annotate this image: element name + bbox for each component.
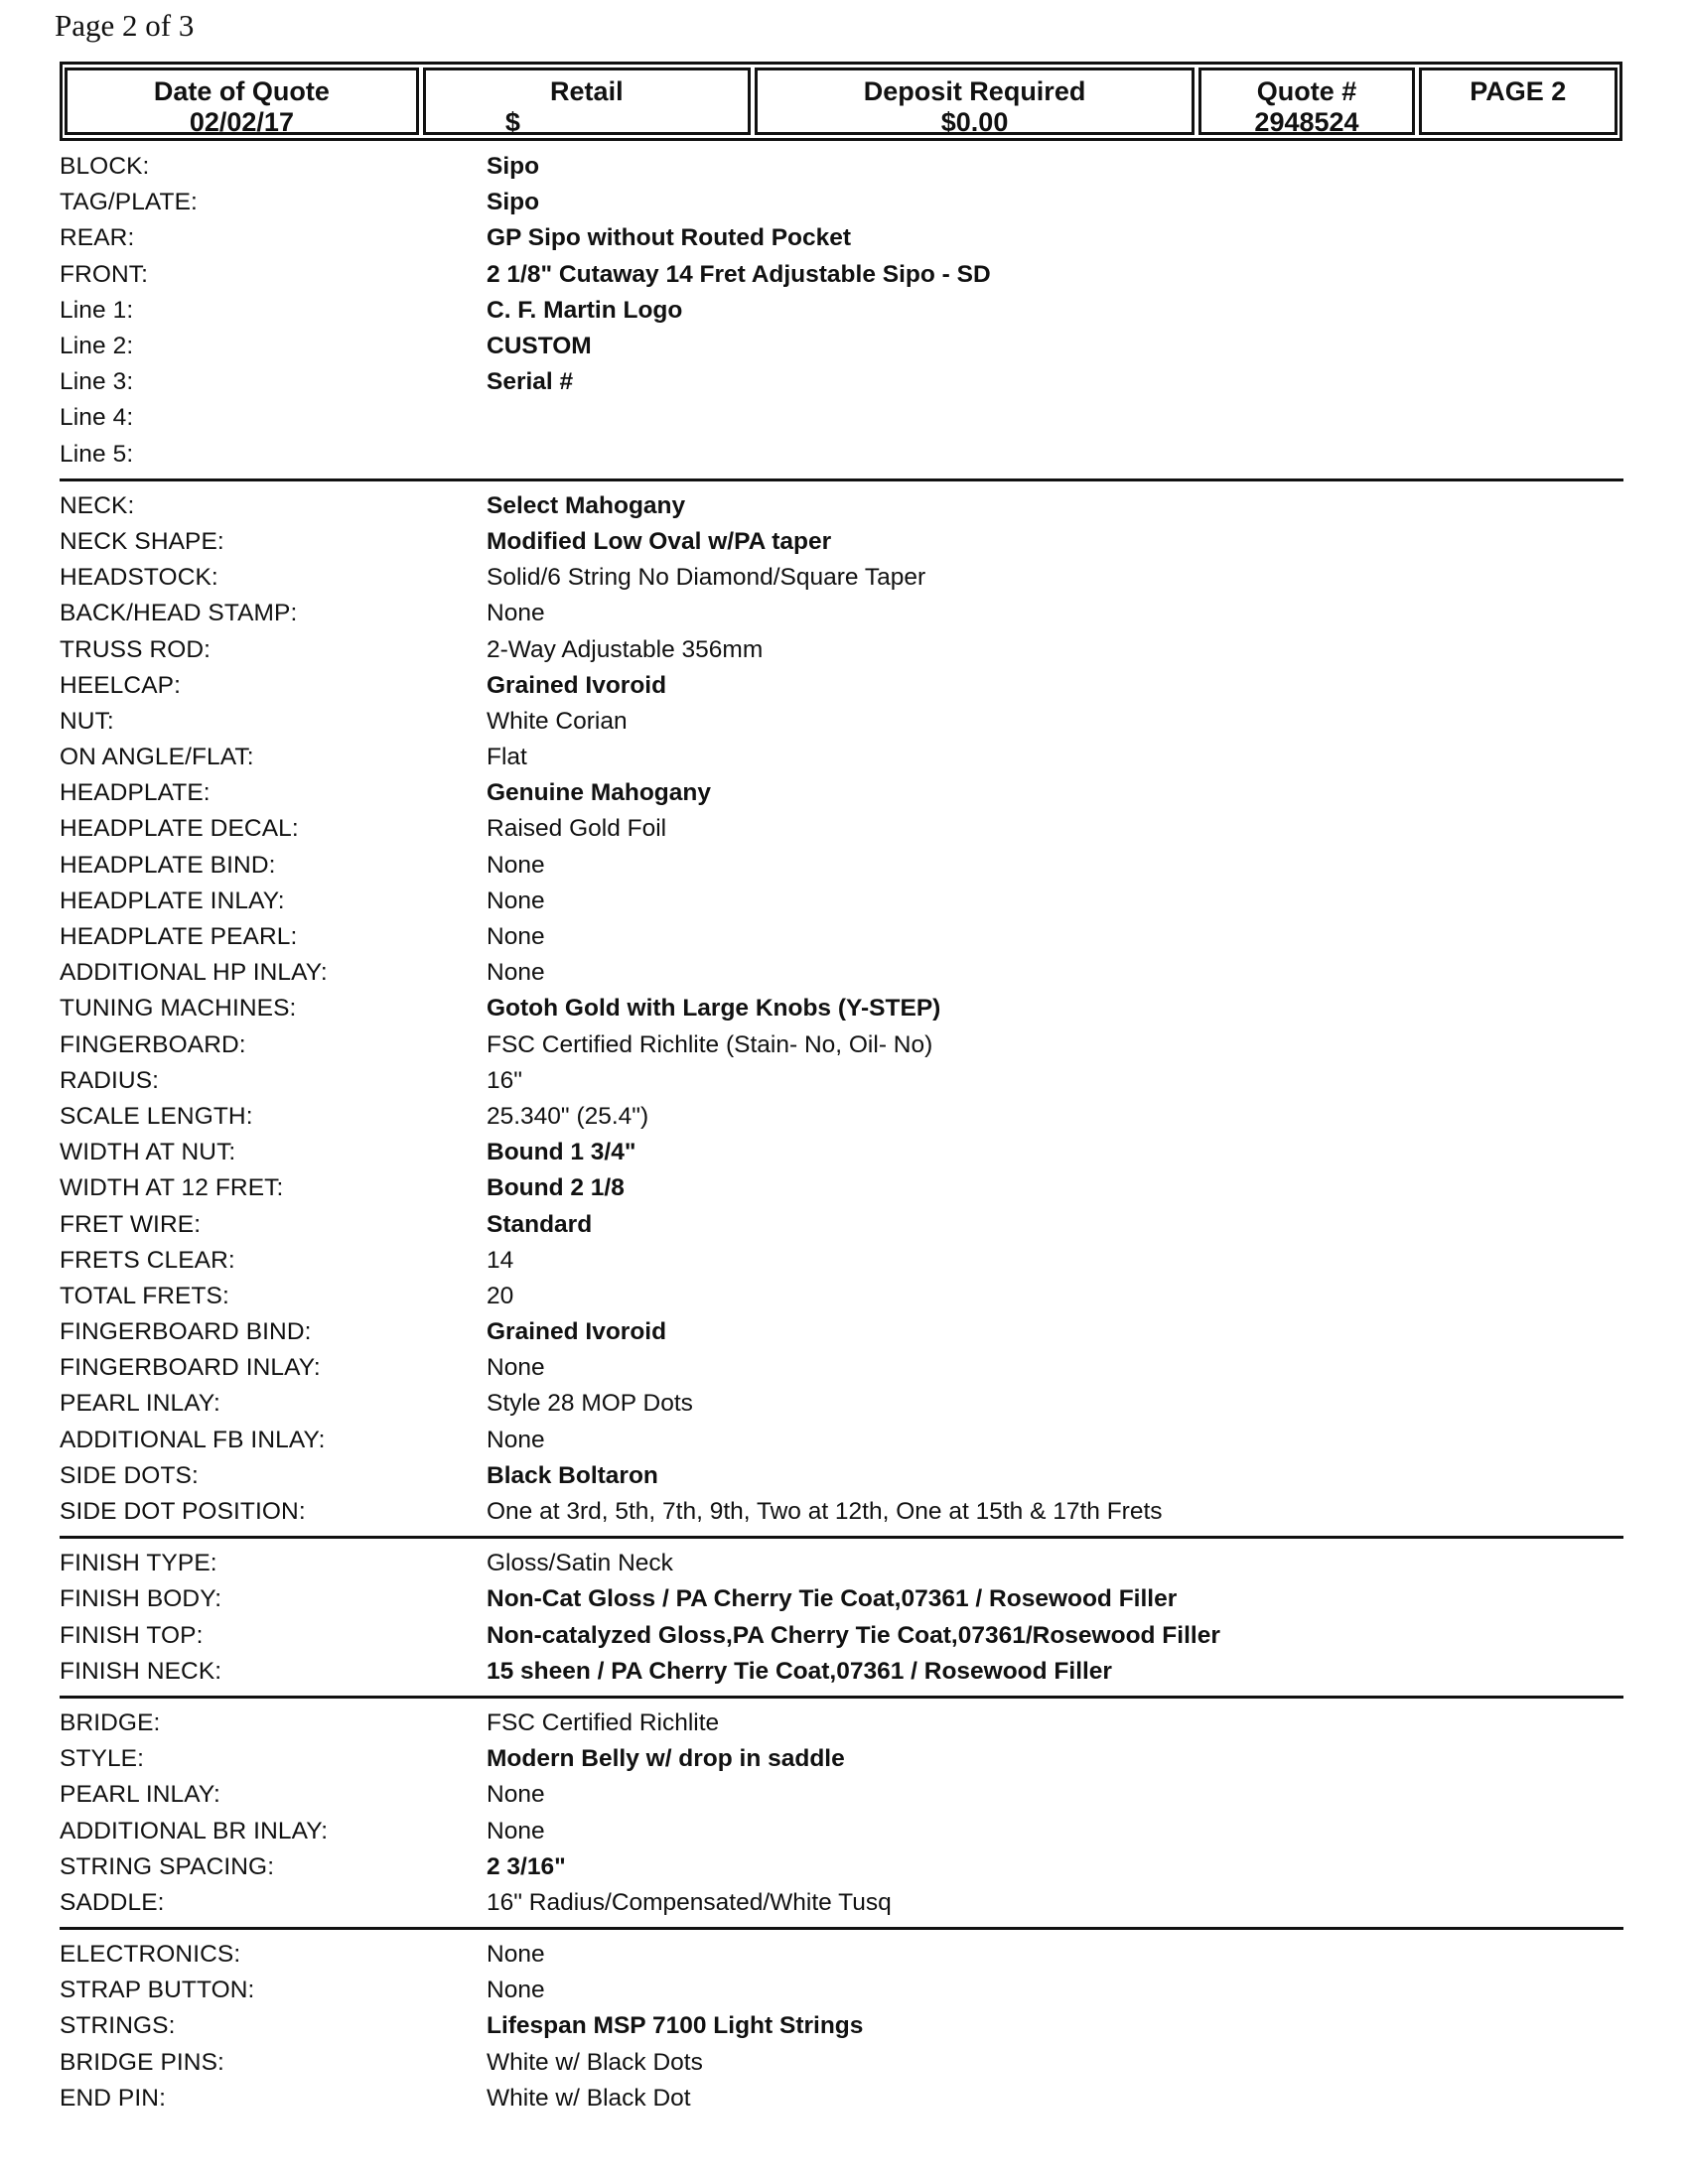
spec-row xyxy=(60,185,1623,220)
section-electronics xyxy=(60,1937,1623,2122)
spec-row xyxy=(60,437,1623,473)
spec-value: Sipo xyxy=(487,189,540,216)
quote-number-label: Quote # xyxy=(1256,76,1357,106)
spec-row xyxy=(60,1494,1623,1530)
spec-label: BRIDGE: xyxy=(60,1708,161,1736)
spec-label: FINISH NECK: xyxy=(60,1657,222,1685)
spec-row xyxy=(60,1937,1623,1973)
spec-label: NECK SHAPE: xyxy=(60,527,224,555)
date-of-quote-label: Date of Quote xyxy=(153,76,330,106)
spec-value: Gloss/Satin Neck xyxy=(487,1550,673,1577)
spec-value: Grained Ivoroid xyxy=(487,671,667,699)
spec-value: GP Sipo without Routed Pocket xyxy=(487,224,852,252)
spec-label: RADIUS: xyxy=(60,1066,160,1094)
spec-value: Modified Low Oval w/PA taper xyxy=(487,527,832,555)
spec-value: None xyxy=(487,1354,545,1382)
spec-value: C. F. Martin Logo xyxy=(487,296,683,324)
spec-label: SCALE LENGTH: xyxy=(60,1102,253,1130)
spec-value: CUSTOM xyxy=(487,333,592,360)
spec-value: White w/ Black Dot xyxy=(487,2084,691,2112)
spec-value: 14 xyxy=(487,1246,514,1274)
spec-row xyxy=(60,2045,1623,2081)
spec-value: Sipo xyxy=(487,153,540,181)
spec-row xyxy=(60,1813,1623,1848)
spec-label: WIDTH AT NUT: xyxy=(60,1139,236,1166)
date-of-quote-cell xyxy=(65,68,419,135)
spec-row xyxy=(60,919,1623,955)
spec-label: HEADPLATE PEARL: xyxy=(60,923,298,951)
spec-sections xyxy=(60,149,1623,2129)
spec-value: FSC Certified Richlite xyxy=(487,1708,720,1736)
spec-row xyxy=(60,1654,1623,1690)
section-block xyxy=(60,149,1623,481)
spec-row xyxy=(60,1027,1623,1063)
spec-row xyxy=(60,1243,1623,1279)
spec-value: 2 1/8" Cutaway 14 Fret Adjustable Sipo - SD xyxy=(487,260,991,288)
spec-label: ADDITIONAL HP INLAY: xyxy=(60,959,328,987)
spec-label: Line 3: xyxy=(60,368,134,396)
spec-value: Select Mahogany xyxy=(487,491,686,519)
spec-label: END PIN: xyxy=(60,2084,166,2112)
deposit-required-cell xyxy=(755,68,1196,135)
spec-label: Line 4: xyxy=(60,404,134,432)
spec-label: Line 5: xyxy=(60,440,134,468)
spec-row xyxy=(60,1099,1623,1135)
spec-row xyxy=(60,257,1623,293)
spec-value: FSC Certified Richlite (Stain- No, Oil- No) xyxy=(487,1030,933,1058)
spec-value: 20 xyxy=(487,1282,514,1309)
spec-row xyxy=(60,1581,1623,1617)
spec-row xyxy=(60,1849,1623,1885)
spec-value: Bound 1 3/4" xyxy=(487,1139,636,1166)
spec-row xyxy=(60,631,1623,667)
spec-value: None xyxy=(487,1977,545,2004)
spec-row xyxy=(60,1973,1623,2008)
spec-value: None xyxy=(487,851,545,879)
spec-value: 16" Radius/Compensated/White Tusq xyxy=(487,1888,892,1916)
spec-row xyxy=(60,1135,1623,1170)
spec-value: Bound 2 1/8 xyxy=(487,1174,625,1202)
spec-label: SIDE DOT POSITION: xyxy=(60,1498,306,1526)
spec-row xyxy=(60,364,1623,400)
spec-row xyxy=(60,1423,1623,1458)
spec-row xyxy=(60,1546,1623,1581)
spec-label: PEARL INLAY: xyxy=(60,1781,220,1809)
spec-label: FRONT: xyxy=(60,260,149,288)
page-number-label: PAGE 2 xyxy=(1470,76,1567,106)
spec-label: ON ANGLE/FLAT: xyxy=(60,744,254,771)
spec-label: WIDTH AT 12 FRET: xyxy=(60,1174,284,1202)
spec-label: FINGERBOARD INLAY: xyxy=(60,1354,321,1382)
spec-label: HEADPLATE BIND: xyxy=(60,851,276,879)
spec-value: Solid/6 String No Diamond/Square Taper xyxy=(487,564,926,592)
spec-row xyxy=(60,775,1623,811)
spec-label: FINISH BODY: xyxy=(60,1585,222,1613)
spec-value: Serial # xyxy=(487,368,574,396)
spec-row xyxy=(60,848,1623,884)
spec-label: FINISH TYPE: xyxy=(60,1550,217,1577)
spec-value: Raised Gold Foil xyxy=(487,815,667,843)
spec-row xyxy=(60,668,1623,704)
spec-label: STYLE: xyxy=(60,1745,145,1773)
spec-value: Non-Cat Gloss / PA Cherry Tie Coat,07361 / Rosewood Filler xyxy=(487,1585,1178,1613)
spec-label: ELECTRONICS: xyxy=(60,1941,241,1969)
date-of-quote-value: 02/02/17 xyxy=(189,107,294,137)
spec-label: FINGERBOARD: xyxy=(60,1030,246,1058)
spec-row xyxy=(60,1741,1623,1777)
spec-label: TRUSS ROD: xyxy=(60,635,211,663)
spec-value: Lifespan MSP 7100 Light Strings xyxy=(487,2012,864,2040)
spec-label: ADDITIONAL BR INLAY: xyxy=(60,1817,329,1844)
retail-label: Retail xyxy=(550,76,624,106)
deposit-required-value: $0.00 xyxy=(940,107,1009,137)
spec-label: HEADSTOCK: xyxy=(60,564,218,592)
quote-number-value: 2948524 xyxy=(1254,107,1359,137)
spec-row xyxy=(60,1386,1623,1422)
spec-label: FRETS CLEAR: xyxy=(60,1246,235,1274)
spec-label: STRAP BUTTON: xyxy=(60,1977,255,2004)
spec-label: HEELCAP: xyxy=(60,671,181,699)
spec-value: None xyxy=(487,1817,545,1844)
spec-label: BRIDGE PINS: xyxy=(60,2048,224,2076)
spec-value: Grained Ivoroid xyxy=(487,1318,667,1346)
retail-value: $ xyxy=(504,107,520,137)
spec-row xyxy=(60,1777,1623,1813)
spec-label: FRET WIRE: xyxy=(60,1210,202,1238)
spec-row xyxy=(60,704,1623,740)
spec-label: FINGERBOARD BIND: xyxy=(60,1318,312,1346)
spec-label: Line 2: xyxy=(60,333,134,360)
spec-value: Flat xyxy=(487,744,527,771)
spec-label: NUT: xyxy=(60,707,114,735)
spec-row xyxy=(60,1279,1623,1314)
spec-row xyxy=(60,488,1623,524)
spec-value: None xyxy=(487,959,545,987)
spec-row xyxy=(60,400,1623,436)
spec-value: None xyxy=(487,923,545,951)
spec-label: PEARL INLAY: xyxy=(60,1390,220,1418)
spec-row xyxy=(60,2081,1623,2116)
spec-label: TOTAL FRETS: xyxy=(60,1282,229,1309)
spec-row xyxy=(60,329,1623,364)
spec-value: White Corian xyxy=(487,707,628,735)
spec-row xyxy=(60,1706,1623,1741)
spec-label: STRINGS: xyxy=(60,2012,176,2040)
spec-label: BACK/HEAD STAMP: xyxy=(60,600,298,627)
spec-row xyxy=(60,811,1623,847)
spec-row xyxy=(60,1885,1623,1921)
spec-row xyxy=(60,560,1623,596)
spec-value: Standard xyxy=(487,1210,593,1238)
spec-label: STRING SPACING: xyxy=(60,1852,275,1880)
spec-value: None xyxy=(487,1941,545,1969)
spec-value: 25.340" (25.4") xyxy=(487,1102,649,1130)
spec-label: TUNING MACHINES: xyxy=(60,995,297,1023)
spec-row xyxy=(60,955,1623,991)
spec-label: ADDITIONAL FB INLAY: xyxy=(60,1426,326,1453)
page-number-cell xyxy=(1419,68,1618,135)
spec-value: None xyxy=(487,887,545,914)
spec-label: NECK: xyxy=(60,491,135,519)
spec-value: 2-Way Adjustable 356mm xyxy=(487,635,764,663)
spec-label: HEADPLATE DECAL: xyxy=(60,815,299,843)
spec-row xyxy=(60,1314,1623,1350)
page-indicator: Page 2 of 3 xyxy=(55,8,195,43)
spec-value: White w/ Black Dots xyxy=(487,2048,703,2076)
quote-number-cell xyxy=(1198,68,1414,135)
spec-label: TAG/PLATE: xyxy=(60,189,198,216)
spec-label: BLOCK: xyxy=(60,153,150,181)
spec-label: FINISH TOP: xyxy=(60,1621,204,1649)
spec-row xyxy=(60,596,1623,631)
spec-row xyxy=(60,1170,1623,1206)
spec-label: REAR: xyxy=(60,224,135,252)
spec-value: Black Boltaron xyxy=(487,1461,658,1489)
spec-row xyxy=(60,1206,1623,1242)
spec-row xyxy=(60,1063,1623,1099)
spec-value: None xyxy=(487,1426,545,1453)
spec-row xyxy=(60,293,1623,329)
spec-row xyxy=(60,220,1623,256)
spec-value: Style 28 MOP Dots xyxy=(487,1390,693,1418)
spec-value: None xyxy=(487,600,545,627)
section-neck xyxy=(60,488,1623,1539)
spec-row xyxy=(60,1350,1623,1386)
spec-value: 16" xyxy=(487,1066,522,1094)
spec-label: Line 1: xyxy=(60,296,134,324)
spec-row xyxy=(60,884,1623,919)
spec-value: Modern Belly w/ drop in saddle xyxy=(487,1745,845,1773)
spec-row xyxy=(60,149,1623,185)
spec-value: 15 sheen / PA Cherry Tie Coat,07361 / Rosewood Filler xyxy=(487,1657,1112,1685)
spec-row xyxy=(60,740,1623,775)
spec-value: 2 3/16" xyxy=(487,1852,566,1880)
spec-value: Gotoh Gold with Large Knobs (Y-STEP) xyxy=(487,995,941,1023)
spec-value: One at 3rd, 5th, 7th, 9th, Two at 12th, One at 15th & 17th Frets xyxy=(487,1498,1163,1526)
spec-row xyxy=(60,991,1623,1026)
spec-label: SIDE DOTS: xyxy=(60,1461,199,1489)
spec-row xyxy=(60,524,1623,560)
spec-label: HEADPLATE: xyxy=(60,779,211,807)
spec-label: HEADPLATE INLAY: xyxy=(60,887,285,914)
spec-row xyxy=(60,2008,1623,2044)
spec-value: Non-catalyzed Gloss,PA Cherry Tie Coat,07361/Rosewood Filler xyxy=(487,1621,1220,1649)
quote-header-table xyxy=(60,62,1622,141)
spec-row xyxy=(60,1458,1623,1494)
section-bridge xyxy=(60,1706,1623,1930)
section-finish xyxy=(60,1546,1623,1699)
deposit-required-label: Deposit Required xyxy=(863,76,1086,106)
spec-label: SADDLE: xyxy=(60,1888,165,1916)
spec-value: Genuine Mahogany xyxy=(487,779,711,807)
spec-value: None xyxy=(487,1781,545,1809)
spec-row xyxy=(60,1618,1623,1654)
retail-cell xyxy=(423,68,751,135)
